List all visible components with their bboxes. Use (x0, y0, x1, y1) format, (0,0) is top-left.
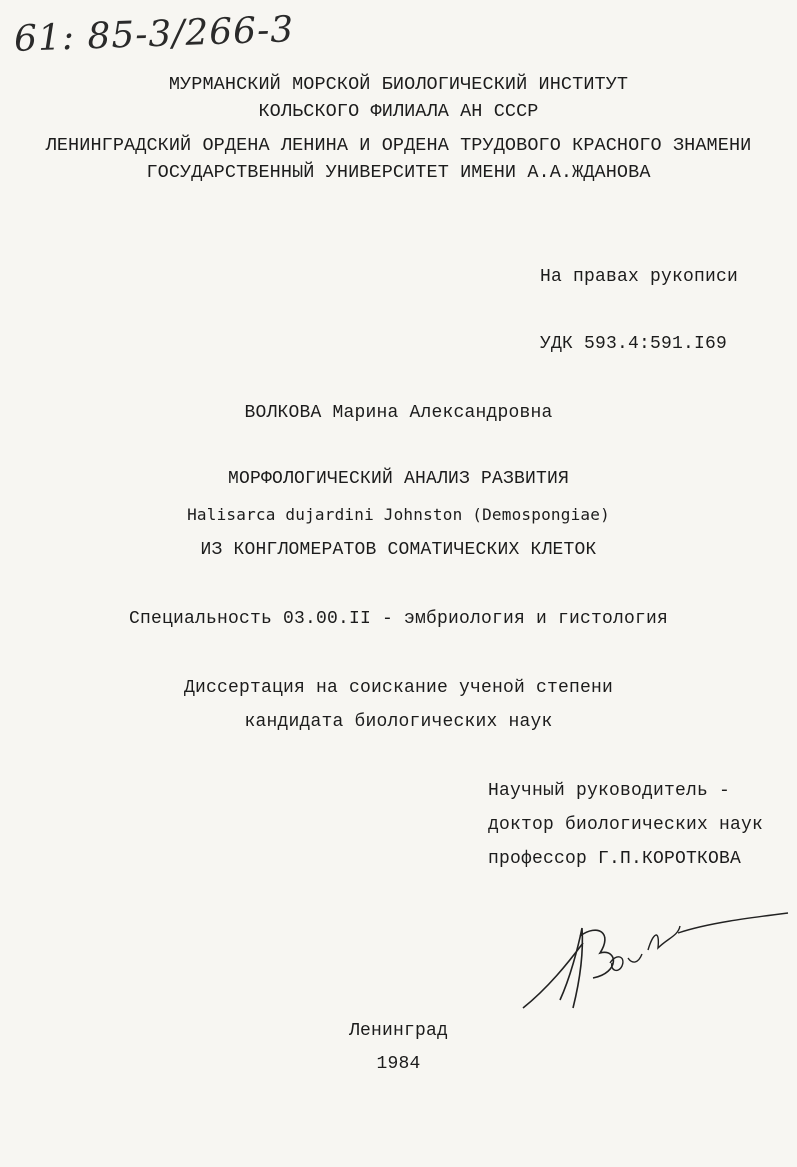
institute-name-line-2: КОЛЬСКОГО ФИЛИАЛА АН СССР (258, 101, 539, 122)
title-line-3: ИЗ КОНГЛОМЕРАТОВ СОМАТИЧЕСКИХ КЛЕТОК (200, 540, 597, 560)
manuscript-rights: На правах рукописи (540, 267, 739, 287)
title-species-line: Halisarca dujardini Johnston (Demospongiae) (187, 505, 610, 524)
archive-number: 61: 85-3/266-3 (13, 9, 295, 60)
udk-code: УДК 593.4:591.I69 (540, 334, 728, 354)
year: 1984 (376, 1054, 421, 1074)
title-line-1: МОРФОЛОГИЧЕСКИЙ АНАЛИЗ РАЗВИТИЯ (227, 469, 570, 489)
institute-name-line-1: МУРМАНСКИЙ МОРСКОЙ БИОЛОГИЧЕСКИЙ ИНСТИТУТ (168, 74, 629, 95)
specialty: Специальность 03.00.II - эмбриология и гистология (128, 609, 669, 629)
university-name-line-2: ГОСУДАРСТВЕННЫЙ УНИВЕРСИТЕТ ИМЕНИ А.А.ЖДАНОВА (146, 162, 651, 183)
dissertation-line-1: Диссертация на соискание ученой степени (183, 678, 614, 698)
supervisor-line-2: доктор биологических наук (488, 815, 764, 835)
supervisor-line-1: Научный руководитель - (488, 781, 731, 801)
signature (518, 908, 793, 1018)
author-name: ВОЛКОВА Марина Александровна (244, 403, 553, 423)
supervisor-line-3: профессор Г.П.КОРОТКОВА (488, 849, 742, 869)
city: Ленинград (348, 1021, 449, 1041)
dissertation-line-2: кандидата биологических наук (244, 712, 553, 732)
university-name-line-1: ЛЕНИНГРАДСКИЙ ОРДЕНА ЛЕНИНА И ОРДЕНА ТРУДОВОГО КРАСНОГО ЗНАМЕНИ (45, 135, 752, 156)
